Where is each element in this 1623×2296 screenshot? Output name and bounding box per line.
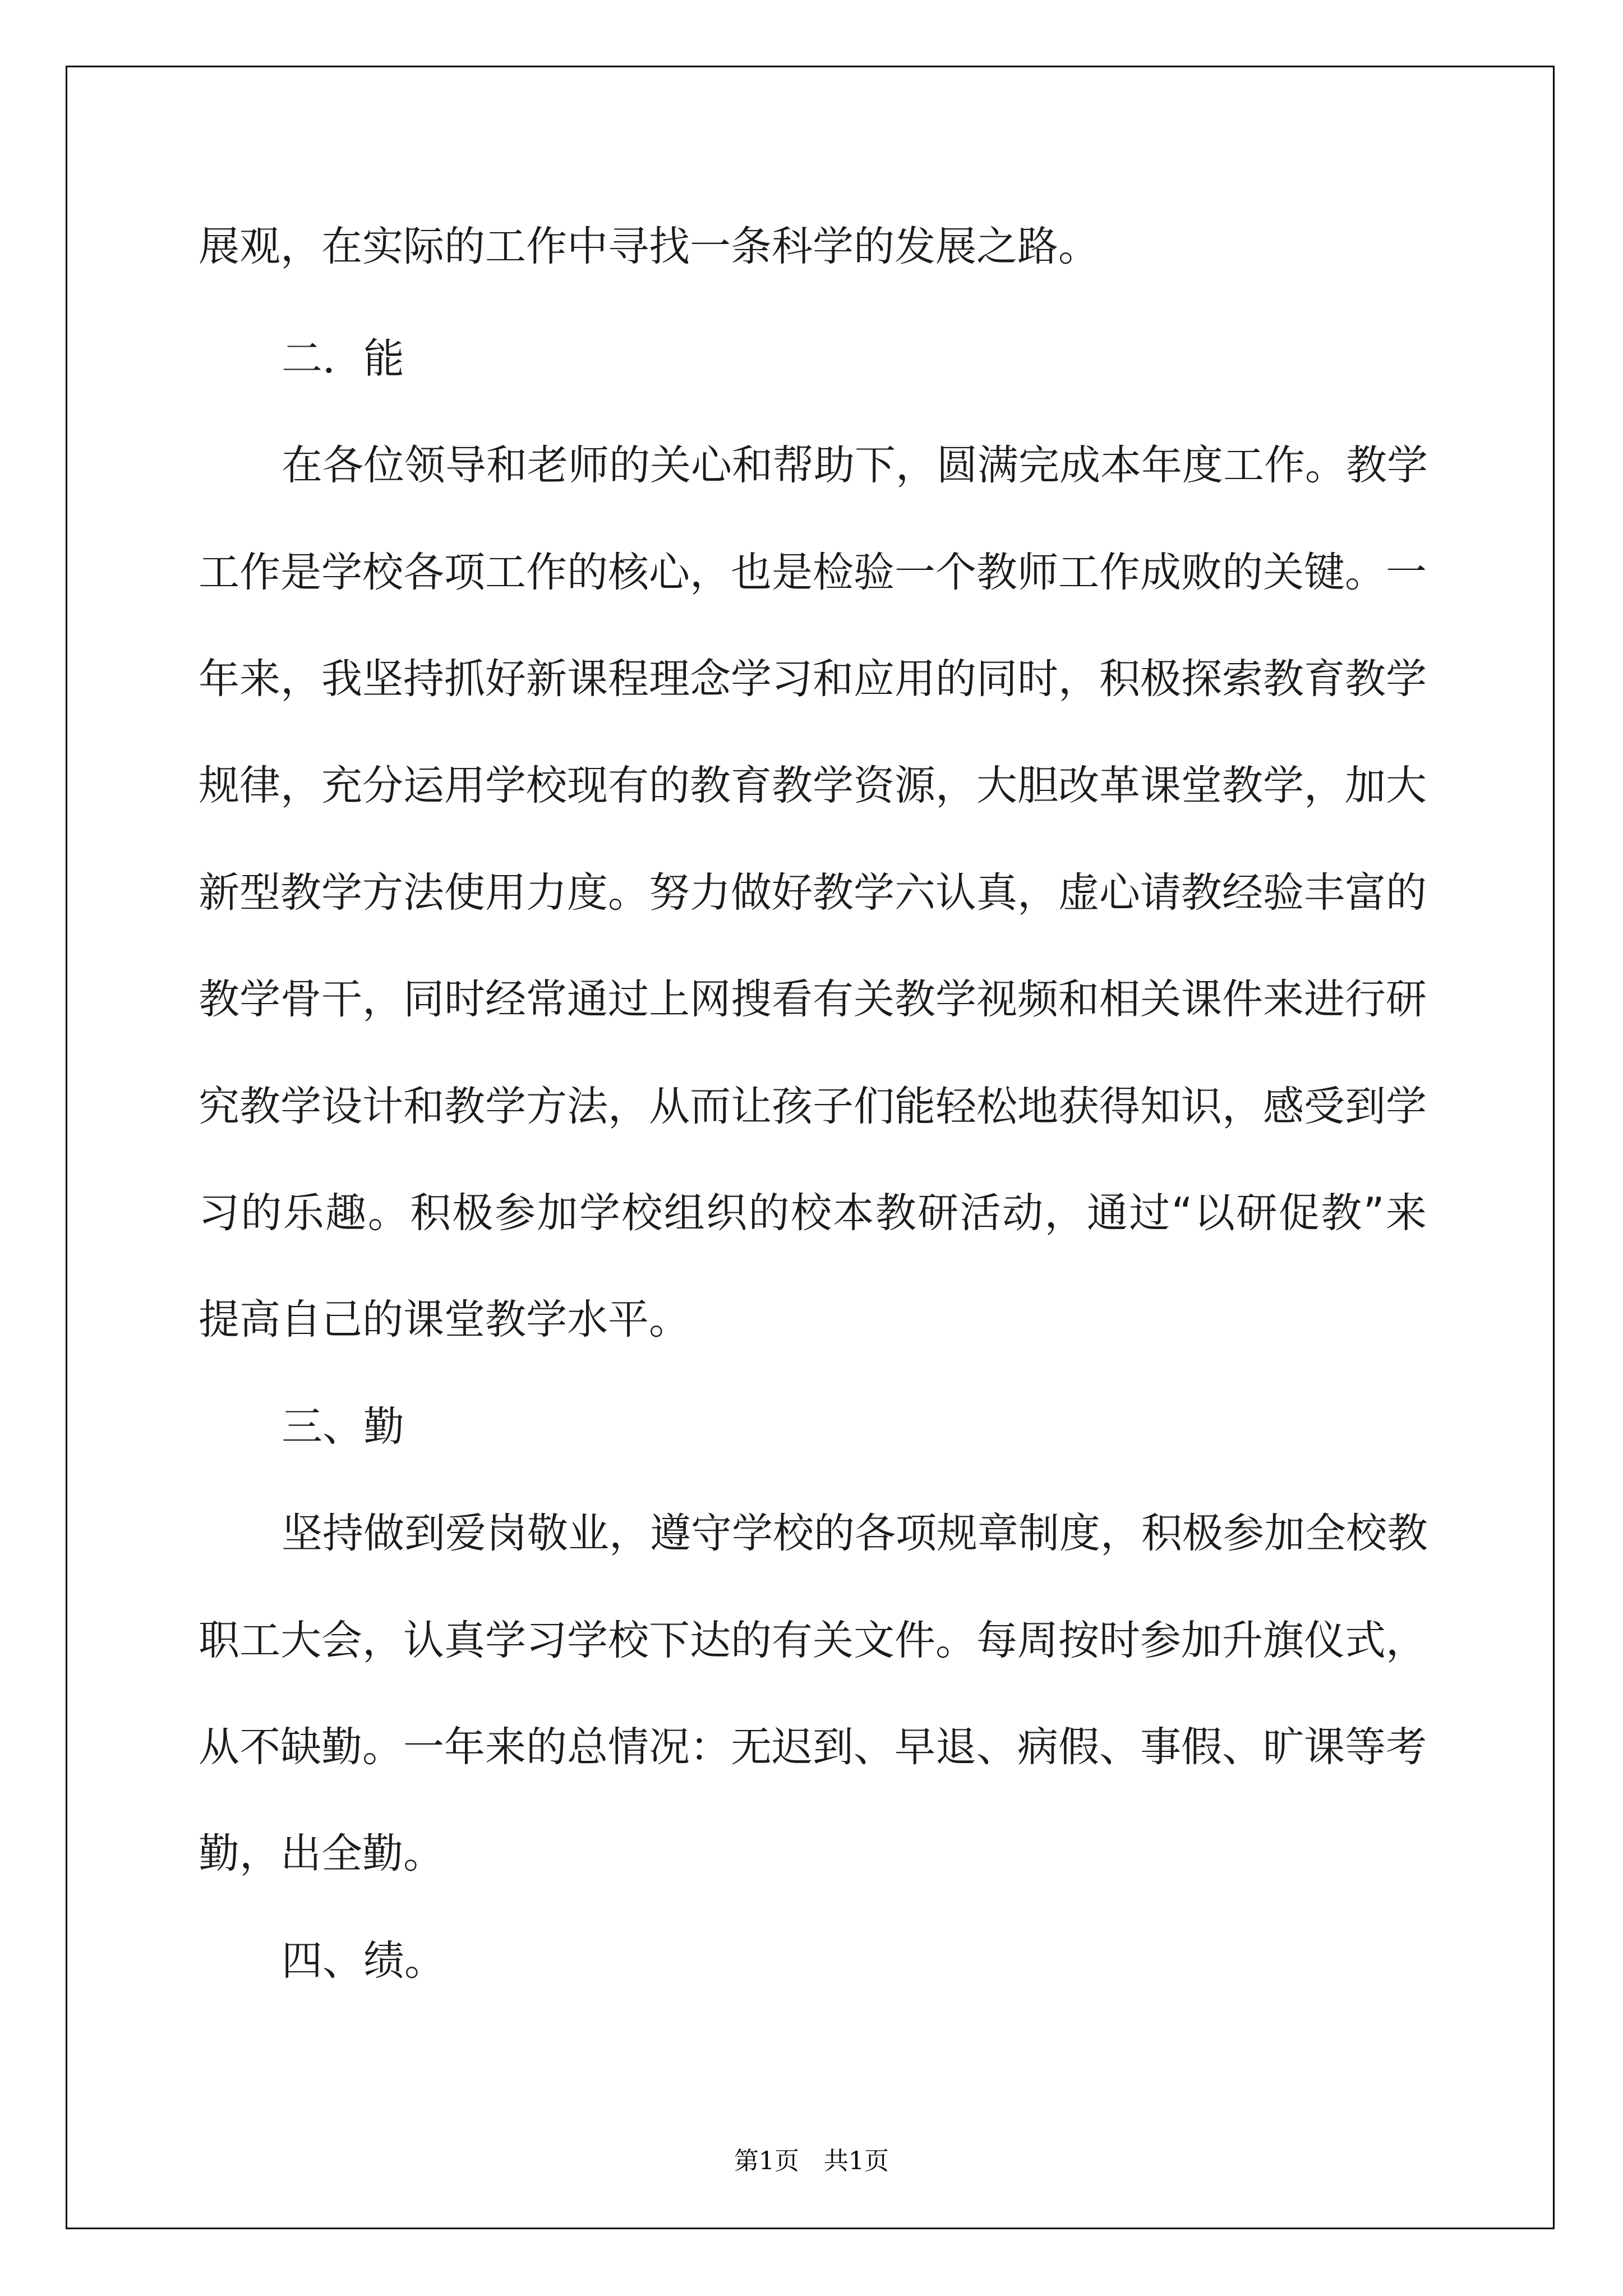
- text-line: 规律，充分运用学校现有的教育教学资源，大胆改革课堂教学，加大: [199, 762, 1427, 809]
- text-line: 在各位领导和老师的关心和帮助下，圆满完成本年度工作。教学: [282, 441, 1428, 489]
- section-heading: 二．能: [282, 335, 404, 383]
- text-line: 新型教学方法使用力度。努力做好教学六认真，虚心请教经验丰富的: [199, 869, 1427, 917]
- section-heading: 三、勤: [282, 1403, 404, 1451]
- text-line: 工作是学校各项工作的核心，也是检验一个教师工作成败的关键。一: [199, 549, 1427, 596]
- text-line: 年来，我坚持抓好新课程理念学习和应用的同时，积极探索教育教学: [199, 655, 1427, 703]
- text-line: 提高自己的课堂教学水平。: [199, 1296, 690, 1343]
- text-line: 习的乐趣。积极参加学校组织的校本教研活动，通过“以研促教”来: [199, 1189, 1427, 1237]
- text-line: 坚持做到爱岗敬业，遵守学校的各项规章制度，积极参加全校教: [282, 1510, 1428, 1557]
- section-heading: 四、绩。: [282, 1937, 445, 1985]
- text-line: 勤，出全勤。: [199, 1830, 444, 1878]
- page-footer: 第1页 共1页: [734, 2147, 889, 2175]
- text-line: 从不缺勤。一年来的总情况：无迟到、早退、病假、事假、旷课等考: [199, 1723, 1427, 1771]
- text-line: 究教学设计和教学方法，从而让孩子们能轻松地获得知识，感受到学: [199, 1083, 1427, 1130]
- text-line: 展观，在实际的工作中寻找一条科学的发展之路。: [199, 223, 1099, 270]
- text-line: 教学骨干，同时经常通过上网搜看有关教学视频和相关课件来进行研: [199, 976, 1427, 1023]
- text-line: 职工大会，认真学习学校下达的有关文件。每周按时参加升旗仪式，: [199, 1617, 1427, 1664]
- page-border: [66, 66, 1555, 2229]
